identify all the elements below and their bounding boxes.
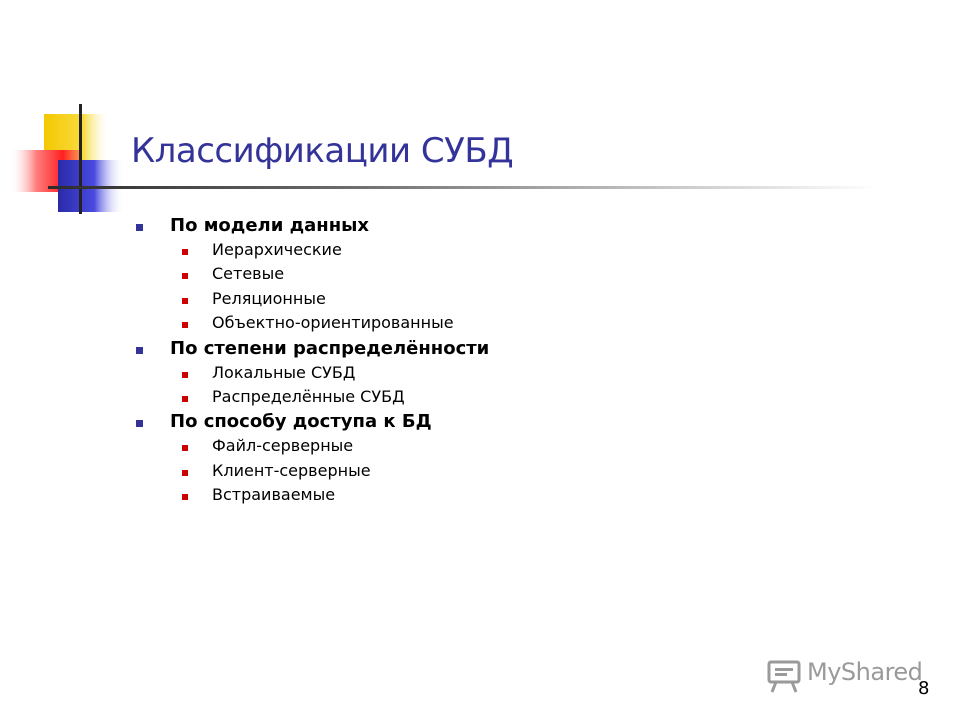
list-item bbox=[134, 287, 834, 311]
list-item-label: Сетевые bbox=[212, 264, 285, 284]
title-underline bbox=[48, 186, 878, 189]
slide-title: Классификации СУБД bbox=[131, 131, 514, 171]
section-heading-access-method bbox=[134, 409, 834, 434]
list-item bbox=[134, 311, 834, 335]
list-item-label: Объектно-ориентированные bbox=[212, 313, 454, 333]
watermark-text: MyShared bbox=[807, 658, 923, 686]
presentation-board-icon bbox=[766, 658, 802, 694]
section-heading-label: По способу доступа к БД bbox=[170, 411, 432, 433]
section-heading-data-model bbox=[134, 213, 834, 238]
list-item bbox=[134, 262, 834, 286]
square-bullet-icon bbox=[182, 273, 188, 279]
list-item-label: Иерархические bbox=[212, 240, 342, 259]
square-bullet-icon bbox=[136, 347, 143, 354]
square-bullet-icon bbox=[182, 249, 188, 255]
square-bullet-icon bbox=[182, 396, 188, 402]
list-item bbox=[134, 238, 834, 262]
square-bullet-icon bbox=[182, 372, 188, 378]
square-bullet-icon bbox=[136, 224, 143, 231]
list-item bbox=[134, 385, 834, 409]
list-item bbox=[134, 361, 834, 385]
square-bullet-icon bbox=[182, 494, 188, 500]
section-heading-label: По модели данных bbox=[170, 215, 370, 236]
watermark-logo bbox=[766, 656, 926, 694]
section-heading-distribution bbox=[134, 336, 834, 361]
ornament-vertical-line bbox=[79, 104, 82, 214]
list-item-label: Распределённые СУБД bbox=[212, 386, 405, 406]
page-number: 8 bbox=[918, 678, 930, 699]
list-item-label: Локальные СУБД bbox=[212, 362, 356, 382]
square-bullet-icon bbox=[136, 420, 143, 427]
list-item-label: Файл-серверные bbox=[212, 436, 354, 456]
corner-ornament bbox=[0, 0, 140, 230]
square-bullet-icon bbox=[182, 470, 188, 476]
list-item-label: Встраиваемые bbox=[212, 485, 336, 505]
list-item bbox=[134, 459, 834, 483]
square-bullet-icon bbox=[182, 445, 188, 451]
list-item-label: Реляционные bbox=[212, 288, 326, 308]
square-bullet-icon bbox=[182, 298, 188, 304]
square-bullet-icon bbox=[182, 322, 188, 328]
outline-list bbox=[134, 213, 834, 508]
list-item bbox=[134, 434, 834, 458]
list-item-label: Клиент-серверные bbox=[212, 460, 371, 480]
list-item bbox=[134, 483, 834, 507]
section-heading-label: По степени распределённости bbox=[170, 337, 490, 359]
